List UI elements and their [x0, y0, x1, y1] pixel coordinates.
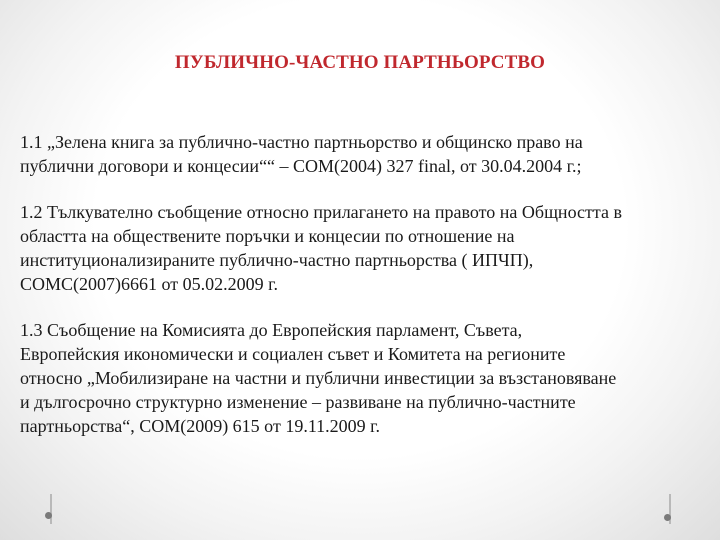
paragraph-line: Европейския икономически и социален съвет и Комитета на регионите [20, 344, 566, 364]
paragraph-line: публични договори и концесии““ – COM(2004) 327 final, от 30.04.2004 г.; [20, 156, 582, 176]
paragraph-line: 1.1 „Зелена книга за публично-частно партньорство и общинско право на [20, 132, 583, 152]
slide-title: ПУБЛИЧНО-ЧАСТНО ПАРТНЬОРСТВО [174, 52, 546, 73]
decor-left-dot [45, 512, 52, 519]
paragraph-line: и дългосрочно структурно изменение – развиване на публично-частните [20, 392, 576, 412]
decor-left-line [50, 494, 52, 524]
paragraph-line: 1.3 Съобщение на Комисията до Европейския парламент, Съвета, [20, 320, 523, 340]
paragraph-line: областта на обществените поръчки и концесии по отношение на [20, 226, 515, 246]
paragraph-line: относно „Мобилизиране на частни и публични инвестиции за възстановяване [20, 368, 617, 388]
paragraph-1-2 [20, 200, 710, 296]
paragraph-1-1 [20, 130, 710, 178]
paragraph-line: 1.2 Тълкувателно съобщение относно прилагането на правото на Общността в [20, 202, 622, 222]
decor-right-dot [664, 514, 671, 521]
slide-decoration [36, 494, 684, 524]
paragraph-line: институционализираните публично-частно партньорства ( ИПЧП), [20, 250, 534, 270]
paragraph-line: COMC(2007)6661 от 05.02.2009 г. [20, 274, 278, 294]
paragraph-1-3 [20, 318, 710, 438]
slide-body [20, 130, 710, 460]
paragraph-line: партньорства“, COM(2009) 615 от 19.11.2009 г. [20, 416, 380, 436]
